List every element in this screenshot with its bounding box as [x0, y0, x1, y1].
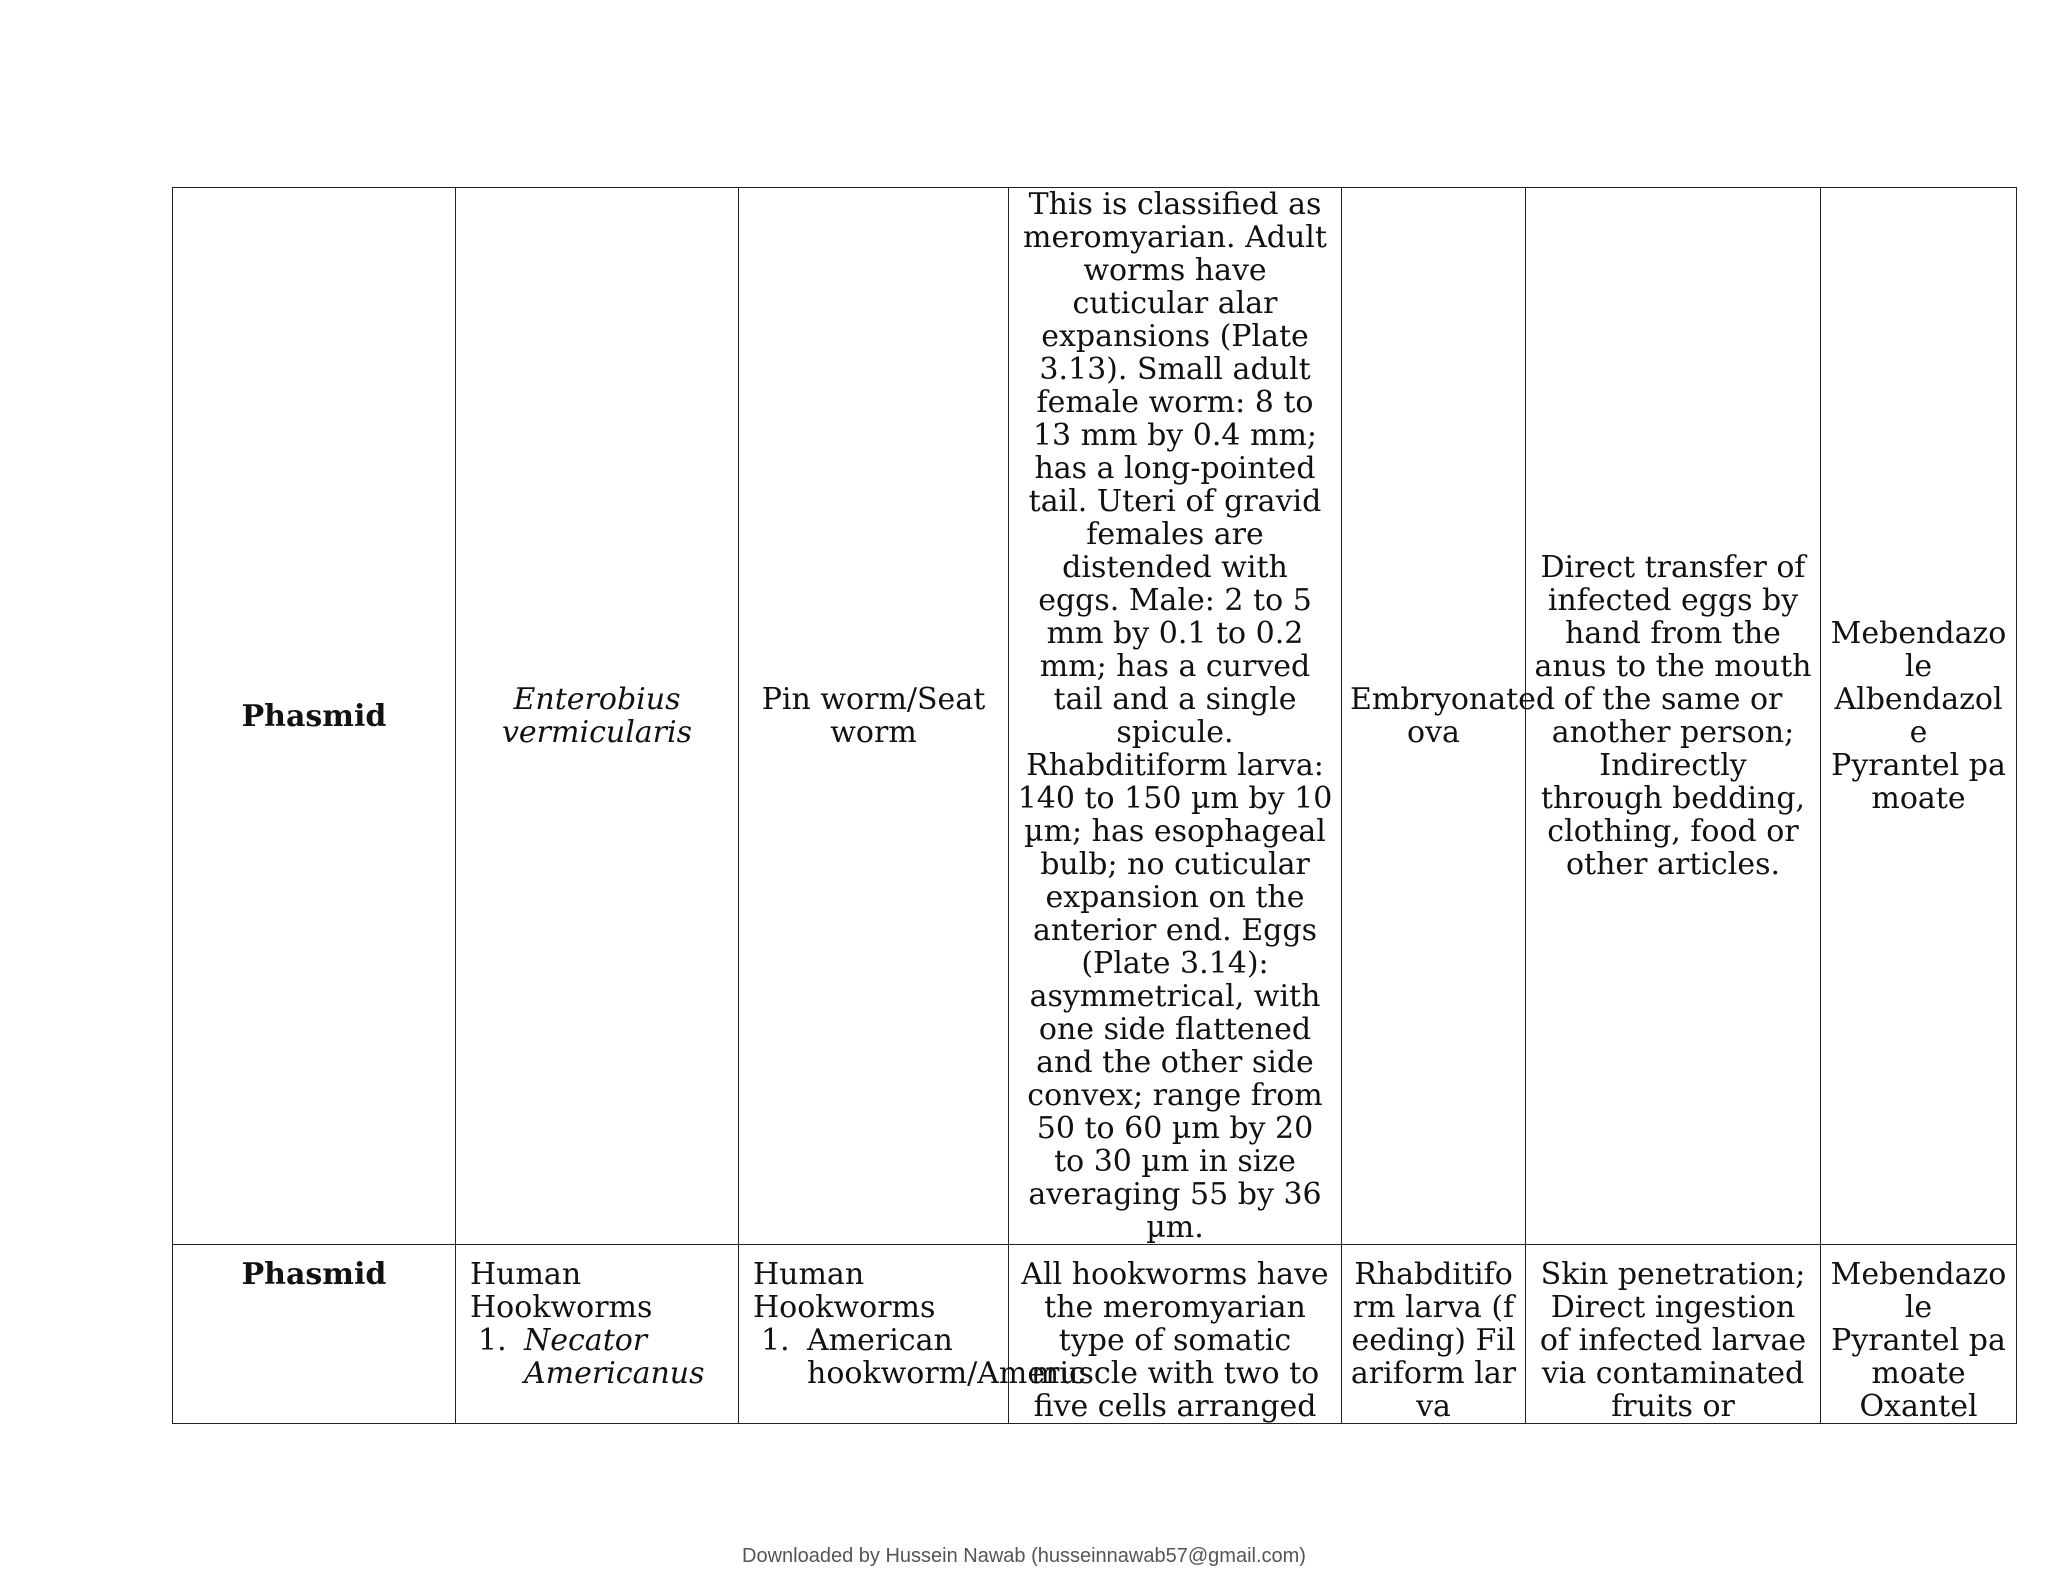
download-footer: Downloaded by Hussein Nawab (husseinnawab57@gmail.com) [742, 1545, 1306, 1567]
organism-list [470, 1324, 730, 1390]
transmission-cell: Direct transfer of infected eggs by hand from the anus to the mouth of the same or another person; Indirectly through bedding, clothing, food or other articles. [1526, 188, 1821, 1245]
common-name-cell: Pin worm/Seat worm [739, 188, 1009, 1245]
organism-heading: Human Hookworms [470, 1257, 653, 1325]
classification-cell: Phasmid [173, 1245, 456, 1424]
classification-cell: Phasmid [173, 188, 456, 1245]
common-name-heading: Human Hookworms [753, 1257, 936, 1325]
treatment-item: Pyrantel pamoate [1831, 1323, 2006, 1391]
table-row [173, 188, 2017, 1245]
common-name-cell [739, 1245, 1086, 1424]
treatment-item: Mebendazole [1830, 616, 2007, 684]
parasite-table [172, 187, 2017, 1424]
treatment-item: Albendazole [1834, 682, 2003, 750]
transmission-cell: Skin penetration; Direct ingestion of infected larvae via contaminated fruits or [1526, 1245, 1821, 1424]
organism-cell [456, 1245, 739, 1424]
infective-stage-cell: Embryonated ova [1342, 188, 1526, 1245]
treatment-item: Oxantel [1859, 1389, 1978, 1424]
organism-cell: Enterobius vermicularis [456, 188, 739, 1245]
description-cell: This is classified as meromyarian. Adult worms have cuticular alar expansions (Plate 3.13). Small adult female worm: 8 to 13 mm by 0.4 mm; has a long-pointed tail. Uteri of gravid females are distended with eggs. Male: 2 to 5 mm by 0.1 to 0.2 mm; has a curved tail and a single spicule. Rhabditiform larva: 140 to 150 µm by 10 µm; has esophageal bulb; no cuticular expansion on the anterior end. Eggs (Plate 3.14): asymmetrical, with one side flattened and the other side convex; range from 50 to 60 µm by 20 to 30 µm in size averaging 55 by 36 µm. [1009, 188, 1342, 1245]
infective-stage-cell: Rhabditiform larva (feeding) Filariform larva [1342, 1245, 1526, 1424]
common-name-list [753, 1323, 1086, 1391]
treatment-item: Pyrantel pamoate [1831, 748, 2006, 816]
table-row [173, 1245, 2017, 1424]
list-item: Necator Americanus [524, 1323, 705, 1391]
treatment-cell [1821, 188, 2017, 1245]
treatment-item: Mebendazole [1830, 1257, 2007, 1325]
list-item: American hookworm/Americ [807, 1323, 1086, 1391]
description-cell: All hookworms have the meromyarian type of somatic muscle with two to five cells arranged [1009, 1245, 1342, 1424]
treatment-cell [1821, 1245, 2017, 1424]
